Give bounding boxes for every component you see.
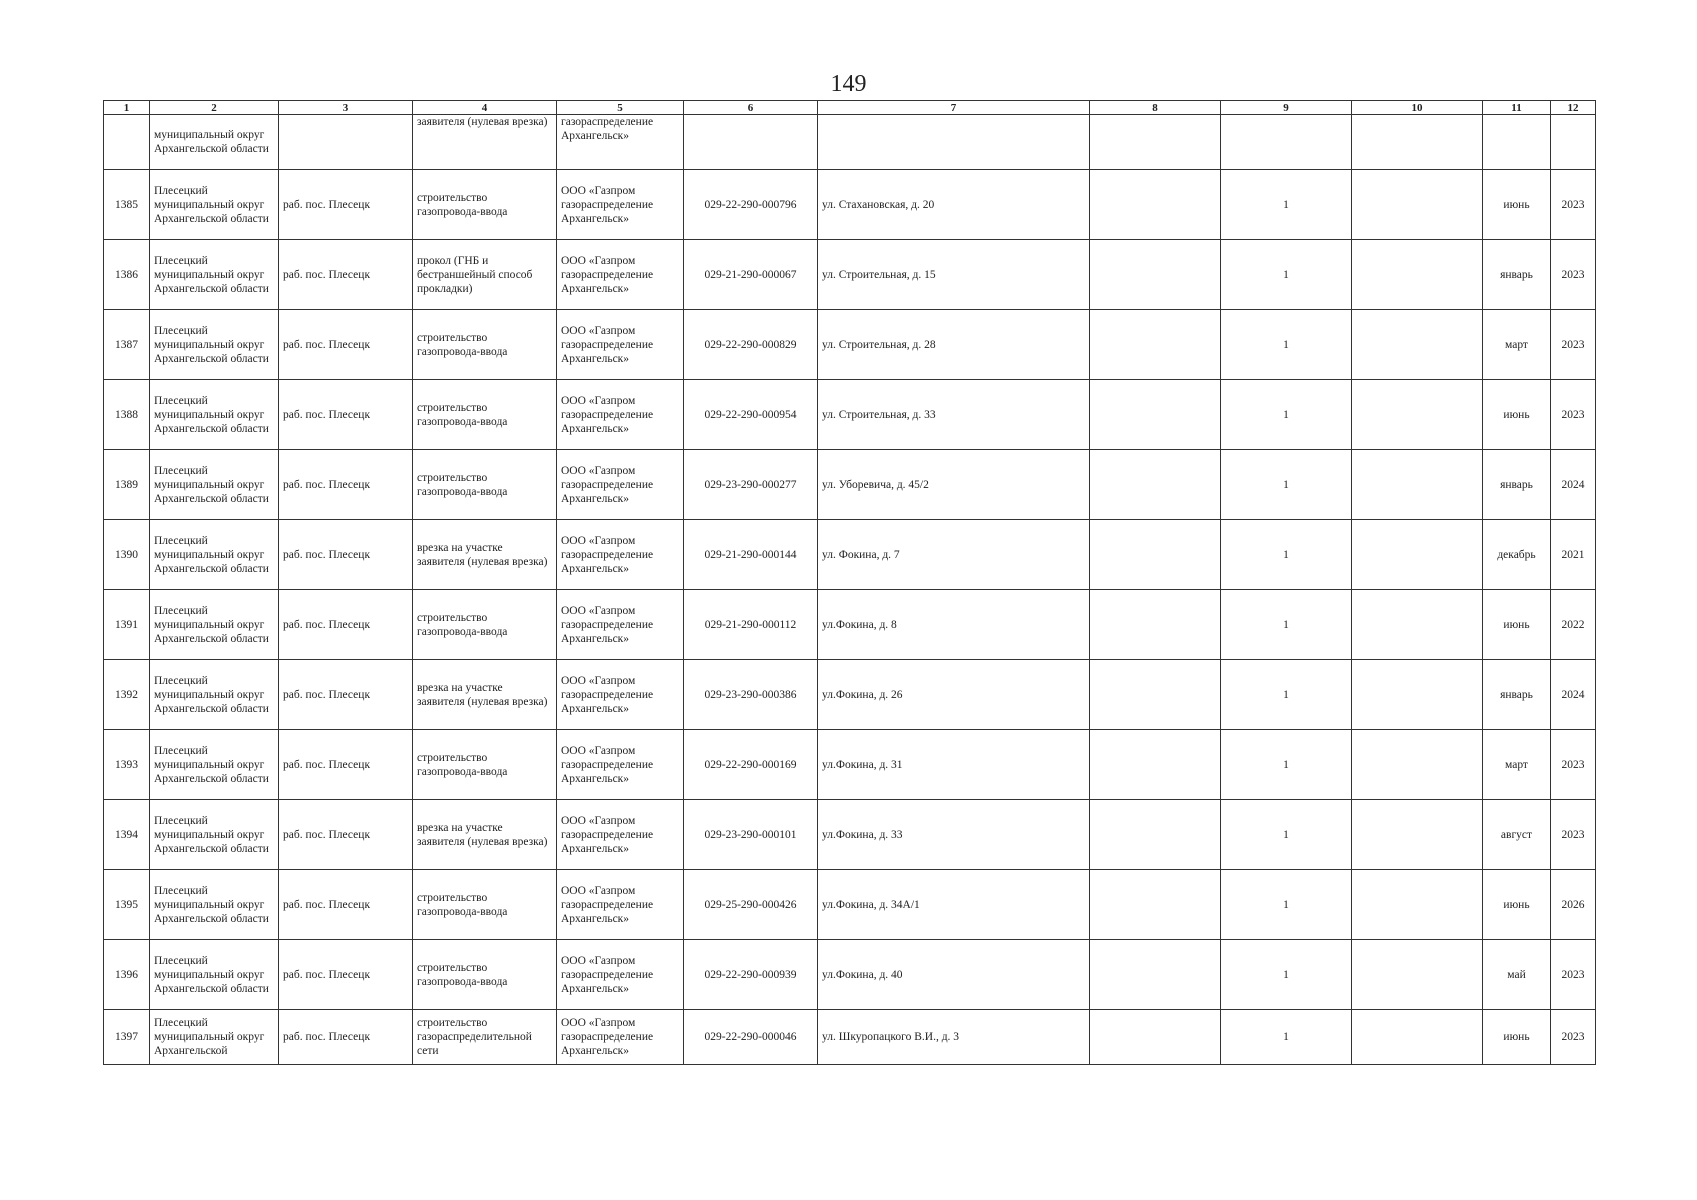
- column-header: 9: [1221, 101, 1352, 115]
- cell-year: [1551, 115, 1596, 170]
- cell-district: Плесецкий муниципальный округ Архангельской области: [150, 240, 279, 310]
- cell-settlement: раб. пос. Плесецк: [279, 590, 413, 660]
- cell-organization: ООО «Газпром газораспределение Архангельск»: [557, 590, 684, 660]
- cell-number: 1396: [104, 940, 150, 1010]
- cell-col-8: [1090, 310, 1221, 380]
- cell-col-8: [1090, 660, 1221, 730]
- cell-col-8: [1090, 170, 1221, 240]
- cell-number: 1394: [104, 800, 150, 870]
- cell-month: [1483, 115, 1551, 170]
- cell-code: 029-22-290-000829: [684, 310, 818, 380]
- cell-quantity: 1: [1221, 380, 1352, 450]
- cell-code: 029-21-290-000144: [684, 520, 818, 590]
- column-header: 7: [818, 101, 1090, 115]
- cell-number: 1388: [104, 380, 150, 450]
- cell-organization: ООО «Газпром газораспределение Архангельск»: [557, 800, 684, 870]
- cell-col-10: [1352, 590, 1483, 660]
- cell-quantity: [1221, 115, 1352, 170]
- cell-work-type: строительство газопровода-ввода: [413, 450, 557, 520]
- cell-col-10: [1352, 520, 1483, 590]
- column-header: 11: [1483, 101, 1551, 115]
- cell-district: Плесецкий муниципальный округ Архангельской области: [150, 800, 279, 870]
- cell-district: Плесецкий муниципальный округ Архангельской области: [150, 170, 279, 240]
- cell-col-8: [1090, 115, 1221, 170]
- cell-year: 2022: [1551, 590, 1596, 660]
- cell-number: 1387: [104, 310, 150, 380]
- column-header: 5: [557, 101, 684, 115]
- cell-col-10: [1352, 870, 1483, 940]
- cell-col-8: [1090, 940, 1221, 1010]
- page-number: 149: [830, 71, 867, 97]
- cell-district: Плесецкий муниципальный округ Архангельской области: [150, 730, 279, 800]
- cell-settlement: раб. пос. Плесецк: [279, 520, 413, 590]
- table-row: [104, 380, 1596, 450]
- cell-district: Плесецкий муниципальный округ Архангельской области: [150, 520, 279, 590]
- column-header: 3: [279, 101, 413, 115]
- cell-number: 1395: [104, 870, 150, 940]
- cell-year: 2023: [1551, 170, 1596, 240]
- cell-settlement: раб. пос. Плесецк: [279, 800, 413, 870]
- cell-col-8: [1090, 590, 1221, 660]
- cell-col-10: [1352, 380, 1483, 450]
- cell-address: ул.Фокина, д. 26: [818, 660, 1090, 730]
- cell-year: 2023: [1551, 310, 1596, 380]
- cell-code: 029-22-290-000169: [684, 730, 818, 800]
- table-row: [104, 870, 1596, 940]
- cell-district: Плесецкий муниципальный округ Архангельской области: [150, 870, 279, 940]
- cell-organization: ООО «Газпром газораспределение Архангельск»: [557, 1010, 684, 1065]
- column-number-header-row: [104, 101, 1596, 115]
- cell-month: январь: [1483, 240, 1551, 310]
- cell-month: декабрь: [1483, 520, 1551, 590]
- cell-organization: ООО «Газпром газораспределение Архангельск»: [557, 940, 684, 1010]
- cell-number: 1385: [104, 170, 150, 240]
- cell-col-10: [1352, 310, 1483, 380]
- cell-district: Плесецкий муниципальный округ Архангельской области: [150, 310, 279, 380]
- table-row: [104, 240, 1596, 310]
- cell-organization: ООО «Газпром газораспределение Архангельск»: [557, 660, 684, 730]
- cell-code: 029-23-290-000386: [684, 660, 818, 730]
- cell-address: ул. Строительная, д. 15: [818, 240, 1090, 310]
- cell-settlement: [279, 115, 413, 170]
- cell-settlement: раб. пос. Плесецк: [279, 1010, 413, 1065]
- cell-organization: ООО «Газпром газораспределение Архангельск»: [557, 310, 684, 380]
- cell-col-8: [1090, 800, 1221, 870]
- cell-organization: ООО «Газпром газораспределение Архангельск»: [557, 520, 684, 590]
- cell-col-10: [1352, 940, 1483, 1010]
- cell-quantity: 1: [1221, 800, 1352, 870]
- cell-settlement: раб. пос. Плесецк: [279, 240, 413, 310]
- cell-quantity: 1: [1221, 730, 1352, 800]
- cell-district: Плесецкий муниципальный округ Архангельской области: [150, 590, 279, 660]
- cell-settlement: раб. пос. Плесецк: [279, 660, 413, 730]
- cell-organization: ООО «Газпром газораспределение Архангельск»: [557, 450, 684, 520]
- cell-year: 2026: [1551, 870, 1596, 940]
- cell-organization: ООО «Газпром газораспределение Архангельск»: [557, 240, 684, 310]
- cell-col-8: [1090, 240, 1221, 310]
- cell-quantity: 1: [1221, 240, 1352, 310]
- cell-address: ул.Фокина, д. 34А/1: [818, 870, 1090, 940]
- cell-col-10: [1352, 730, 1483, 800]
- cell-number: 1389: [104, 450, 150, 520]
- cell-col-8: [1090, 870, 1221, 940]
- cell-year: 2024: [1551, 660, 1596, 730]
- cell-work-type: строительство газопровода-ввода: [413, 590, 557, 660]
- table-row: [104, 590, 1596, 660]
- cell-month: январь: [1483, 660, 1551, 730]
- cell-code: 029-22-290-000954: [684, 380, 818, 450]
- cell-quantity: 1: [1221, 310, 1352, 380]
- cell-code: 029-21-290-000067: [684, 240, 818, 310]
- cell-quantity: 1: [1221, 870, 1352, 940]
- cell-col-10: [1352, 1010, 1483, 1065]
- table-row: [104, 310, 1596, 380]
- cell-district: Плесецкий муниципальный округ Архангельской области: [150, 940, 279, 1010]
- cell-district: муниципальный округ Архангельской области: [150, 115, 279, 170]
- cell-work-type: прокол (ГНБ и бестраншейный способ прокладки): [413, 240, 557, 310]
- cell-organization: ООО «Газпром газораспределение Архангельск»: [557, 380, 684, 450]
- cell-month: июнь: [1483, 1010, 1551, 1065]
- cell-col-8: [1090, 450, 1221, 520]
- cell-work-type: врезка на участке заявителя (нулевая врезка): [413, 520, 557, 590]
- cell-settlement: раб. пос. Плесецк: [279, 870, 413, 940]
- cell-district: Плесецкий муниципальный округ Архангельской области: [150, 450, 279, 520]
- cell-code: 029-22-290-000046: [684, 1010, 818, 1065]
- cell-quantity: 1: [1221, 520, 1352, 590]
- column-header: 8: [1090, 101, 1221, 115]
- cell-code: 029-21-290-000112: [684, 590, 818, 660]
- cell-quantity: 1: [1221, 590, 1352, 660]
- cell-work-type: заявителя (нулевая врезка): [413, 115, 557, 170]
- cell-address: [818, 115, 1090, 170]
- cell-year: 2023: [1551, 730, 1596, 800]
- cell-address: ул. Уборевича, д. 45/2: [818, 450, 1090, 520]
- cell-code: [684, 115, 818, 170]
- cell-address: ул.Фокина, д. 31: [818, 730, 1090, 800]
- cell-month: март: [1483, 310, 1551, 380]
- table-row: [104, 170, 1596, 240]
- cell-col-10: [1352, 240, 1483, 310]
- cell-month: август: [1483, 800, 1551, 870]
- cell-settlement: раб. пос. Плесецк: [279, 450, 413, 520]
- cell-settlement: раб. пос. Плесецк: [279, 940, 413, 1010]
- column-header: 1: [104, 101, 150, 115]
- cell-code: 029-23-290-000277: [684, 450, 818, 520]
- cell-settlement: раб. пос. Плесецк: [279, 730, 413, 800]
- cell-col-10: [1352, 450, 1483, 520]
- cell-number: 1391: [104, 590, 150, 660]
- cell-organization: газораспределение Архангельск»: [557, 115, 684, 170]
- table-row: [104, 660, 1596, 730]
- cell-settlement: раб. пос. Плесецк: [279, 310, 413, 380]
- cell-col-8: [1090, 730, 1221, 800]
- cell-year: 2023: [1551, 240, 1596, 310]
- registry-table: [103, 100, 1596, 1065]
- cell-address: ул. Строительная, д. 28: [818, 310, 1090, 380]
- cell-month: июнь: [1483, 380, 1551, 450]
- cell-district: Плесецкий муниципальный округ Архангельской области: [150, 380, 279, 450]
- table-row: [104, 450, 1596, 520]
- cell-month: июнь: [1483, 870, 1551, 940]
- cell-address: ул.Фокина, д. 33: [818, 800, 1090, 870]
- cell-year: 2024: [1551, 450, 1596, 520]
- column-header: 10: [1352, 101, 1483, 115]
- cell-month: май: [1483, 940, 1551, 1010]
- cell-number: 1393: [104, 730, 150, 800]
- cell-month: июнь: [1483, 170, 1551, 240]
- cell-col-10: [1352, 800, 1483, 870]
- table-row: [104, 1010, 1596, 1065]
- cell-address: ул. Шкуропацкого В.И., д. 3: [818, 1010, 1090, 1065]
- cell-number: 1397: [104, 1010, 150, 1065]
- cell-col-8: [1090, 380, 1221, 450]
- cell-code: 029-23-290-000101: [684, 800, 818, 870]
- cell-work-type: строительство газораспределительной сети: [413, 1010, 557, 1065]
- cell-year: 2023: [1551, 1010, 1596, 1065]
- cell-work-type: строительство газопровода-ввода: [413, 730, 557, 800]
- cell-col-10: [1352, 115, 1483, 170]
- table-row: [104, 940, 1596, 1010]
- column-header: 6: [684, 101, 818, 115]
- cell-number: 1390: [104, 520, 150, 590]
- column-header: 12: [1551, 101, 1596, 115]
- cell-col-10: [1352, 660, 1483, 730]
- cell-year: 2021: [1551, 520, 1596, 590]
- cell-quantity: 1: [1221, 170, 1352, 240]
- cell-number: 1386: [104, 240, 150, 310]
- cell-settlement: раб. пос. Плесецк: [279, 170, 413, 240]
- cell-work-type: врезка на участке заявителя (нулевая врезка): [413, 800, 557, 870]
- cell-quantity: 1: [1221, 940, 1352, 1010]
- cell-year: 2023: [1551, 940, 1596, 1010]
- cell-address: ул. Фокина, д. 7: [818, 520, 1090, 590]
- cell-col-8: [1090, 1010, 1221, 1065]
- cell-district: Плесецкий муниципальный округ Архангельской: [150, 1010, 279, 1065]
- cell-year: 2023: [1551, 800, 1596, 870]
- cell-work-type: врезка на участке заявителя (нулевая врезка): [413, 660, 557, 730]
- cell-quantity: 1: [1221, 450, 1352, 520]
- cell-year: 2023: [1551, 380, 1596, 450]
- table-row: [104, 800, 1596, 870]
- cell-work-type: строительство газопровода-ввода: [413, 940, 557, 1010]
- table-row: [104, 730, 1596, 800]
- cell-month: январь: [1483, 450, 1551, 520]
- cell-organization: ООО «Газпром газораспределение Архангельск»: [557, 170, 684, 240]
- cell-address: ул.Фокина, д. 8: [818, 590, 1090, 660]
- cell-quantity: 1: [1221, 660, 1352, 730]
- cell-organization: ООО «Газпром газораспределение Архангельск»: [557, 870, 684, 940]
- cell-number: 1392: [104, 660, 150, 730]
- cell-work-type: строительство газопровода-ввода: [413, 380, 557, 450]
- cell-number: [104, 115, 150, 170]
- cell-col-10: [1352, 170, 1483, 240]
- cell-organization: ООО «Газпром газораспределение Архангельск»: [557, 730, 684, 800]
- cell-quantity: 1: [1221, 1010, 1352, 1065]
- cell-settlement: раб. пос. Плесецк: [279, 380, 413, 450]
- continuation-row: [104, 115, 1596, 170]
- cell-work-type: строительство газопровода-ввода: [413, 170, 557, 240]
- column-header: 2: [150, 101, 279, 115]
- cell-district: Плесецкий муниципальный округ Архангельской области: [150, 660, 279, 730]
- cell-code: 029-22-290-000939: [684, 940, 818, 1010]
- cell-month: июнь: [1483, 590, 1551, 660]
- cell-code: 029-25-290-000426: [684, 870, 818, 940]
- table-row: [104, 520, 1596, 590]
- cell-address: ул. Стахановская, д. 20: [818, 170, 1090, 240]
- cell-month: март: [1483, 730, 1551, 800]
- cell-col-8: [1090, 520, 1221, 590]
- cell-address: ул.Фокина, д. 40: [818, 940, 1090, 1010]
- cell-work-type: строительство газопровода-ввода: [413, 310, 557, 380]
- column-header: 4: [413, 101, 557, 115]
- cell-code: 029-22-290-000796: [684, 170, 818, 240]
- cell-work-type: строительство газопровода-ввода: [413, 870, 557, 940]
- cell-address: ул. Строительная, д. 33: [818, 380, 1090, 450]
